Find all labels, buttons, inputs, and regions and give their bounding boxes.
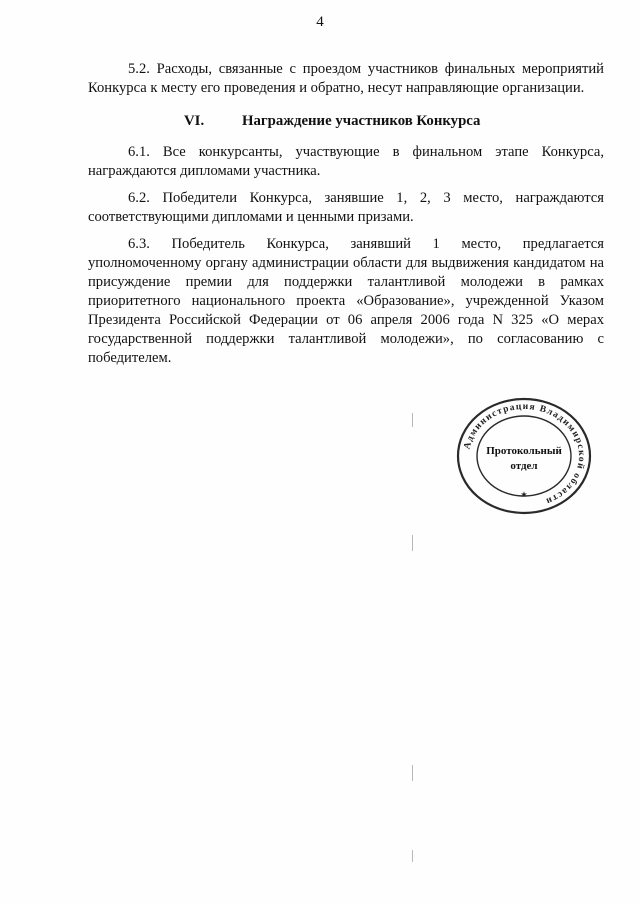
paragraph-6-1: 6.1. Все конкурсанты, участвующие в финальном этапе Конкурса, награждаются дипломами участника. — [88, 144, 604, 179]
stamp-star-icon: ★ — [520, 490, 528, 499]
stamp-ring-text: Администрация Владимирской области — [462, 401, 587, 507]
official-stamp — [454, 396, 594, 516]
stamp-center-line2: отдел — [510, 460, 538, 472]
section-number: VI. — [184, 113, 205, 129]
section-title: Награждение участников Конкурса — [242, 113, 481, 129]
scan-artifact — [412, 765, 413, 781]
scan-artifact — [412, 535, 413, 551]
scan-artifact — [412, 413, 413, 427]
paragraph-6-2: 6.2. Победители Конкурса, занявшие 1, 2, 3 место, награждаются соответствующими дипломами и ценными призами. — [88, 190, 604, 225]
scan-artifact — [412, 850, 413, 862]
paragraph-5-2: 5.2. Расходы, связанные с проездом участников финальных мероприятий Конкурса к месту его проведения и обратно, несут направляющие организации. — [88, 61, 604, 96]
document-body — [88, 60, 604, 376]
stamp-center-line1: Протокольный — [486, 445, 562, 457]
paragraph-6-3: 6.3. Победитель Конкурса, занявший 1 место, предлагается уполномоченному органу администрации области для выдвижения кандидатом на присуждение премии для поддержки талантливой молодежи в рамках приоритетного национального проекта «Образование», учрежденной Указом Президента Российской Федерации от 06 апреля 2006 года N 325 «О мерах государственной поддержки талантливой молодежи», по согласованию с победителем. — [88, 236, 604, 366]
section-heading — [88, 112, 604, 131]
stamp-seal-icon — [454, 396, 594, 516]
page-number: 4 — [316, 14, 324, 30]
